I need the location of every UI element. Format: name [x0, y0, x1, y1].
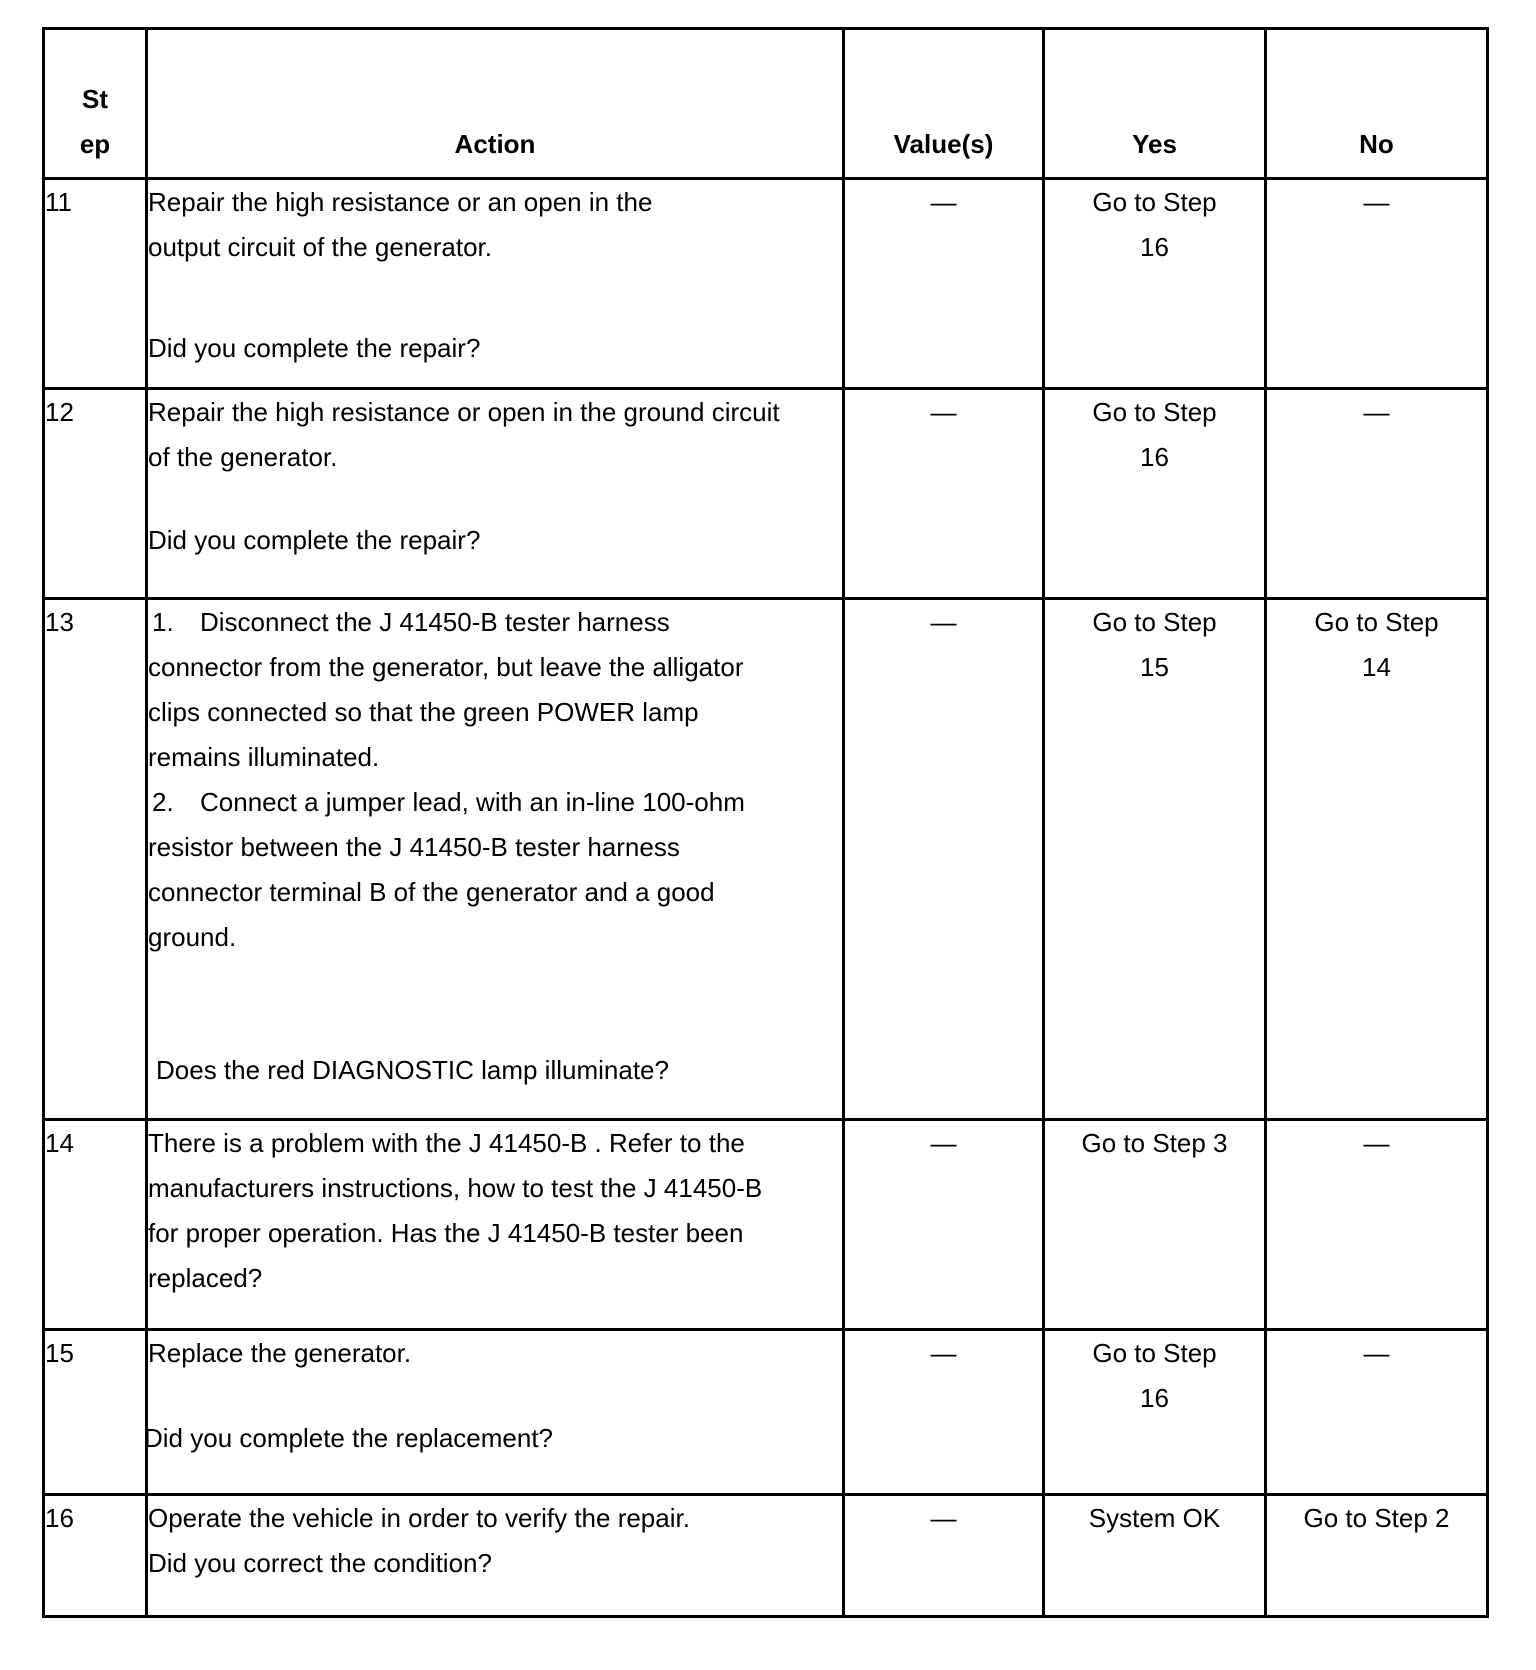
- value-cell: —: [844, 1495, 1044, 1617]
- no-cell: [1266, 599, 1488, 1120]
- yes-text-line1: Go to Step: [1092, 397, 1217, 427]
- table-row-step-16: [44, 1495, 1488, 1617]
- action-cell: [147, 179, 844, 389]
- header-no: No: [1266, 29, 1488, 179]
- yes-cell: Go to Step 3: [1044, 1120, 1266, 1330]
- list-item-number: 2.: [152, 787, 174, 817]
- action-cell: [147, 1120, 844, 1330]
- no-text-line1: Go to Step: [1314, 607, 1439, 637]
- table-row-step-15: [44, 1330, 1488, 1495]
- step-number: 16: [44, 1495, 147, 1617]
- table-row-step-11: [44, 179, 1488, 389]
- value-cell: —: [844, 179, 1044, 389]
- action-text: There is a problem with the J 41450-B . Refer to the manufacturers instructions, how to test the J 41450-B for proper operation. Has the J 41450-B tester been replaced?: [148, 1128, 763, 1293]
- action-cell: [147, 389, 844, 599]
- no-cell: —: [1266, 179, 1488, 389]
- action-text: Operate the vehicle in order to verify the repair.: [148, 1503, 690, 1533]
- no-cell: —: [1266, 389, 1488, 599]
- header-step-line1: St: [82, 84, 108, 114]
- step-number: 11: [44, 179, 147, 389]
- header-action: Action: [147, 29, 844, 179]
- action-question: Did you correct the condition?: [148, 1548, 492, 1578]
- action-question: Did you complete the repair?: [148, 525, 481, 555]
- value-cell: —: [844, 389, 1044, 599]
- step-number: 15: [44, 1330, 147, 1495]
- action-text: Repair the high resistance or open in the ground circuit of the generator.: [148, 397, 780, 472]
- action-cell: [147, 599, 844, 1120]
- table-row-step-12: [44, 389, 1488, 599]
- header-row: [44, 29, 1488, 179]
- yes-cell: [1044, 599, 1266, 1120]
- header-step: [44, 29, 147, 179]
- yes-cell: [1044, 389, 1266, 599]
- diagnostic-table: [42, 27, 1489, 1618]
- value-cell: —: [844, 1330, 1044, 1495]
- yes-cell: [1044, 1330, 1266, 1495]
- yes-text-line1: Go to Step: [1092, 607, 1217, 637]
- step-number: 12: [44, 389, 147, 599]
- list-item: [148, 780, 762, 960]
- header-values: Value(s): [844, 29, 1044, 179]
- list-item-text: Connect a jumper lead, with an in-line 100-ohm resistor between the J 41450-B tester harness connector terminal B of the generator and a good ground.: [148, 787, 745, 952]
- action-text: Repair the high resistance or an open in the output circuit of the generator.: [148, 187, 653, 262]
- action-text: Replace the generator.: [148, 1338, 412, 1368]
- action-cell: [147, 1495, 844, 1617]
- table-row-step-14: [44, 1120, 1488, 1330]
- table-row-step-13: [44, 599, 1488, 1120]
- yes-text-line2: 15: [1140, 652, 1169, 682]
- header-yes: Yes: [1044, 29, 1266, 179]
- no-cell: —: [1266, 1330, 1488, 1495]
- list-item-text: Disconnect the J 41450-B tester harness connector from the generator, but leave the alligator clips connected so that the green POWER lamp remains illuminated.: [148, 607, 744, 772]
- action-question: Did you complete the replacement?: [144, 1423, 554, 1453]
- yes-cell: System OK: [1044, 1495, 1266, 1617]
- step-number: 14: [44, 1120, 147, 1330]
- action-question: Does the red DIAGNOSTIC lamp illuminate?: [156, 1055, 669, 1085]
- value-cell: —: [844, 1120, 1044, 1330]
- list-item-number: 1.: [152, 607, 174, 637]
- yes-text-line1: Go to Step: [1092, 187, 1217, 217]
- yes-text-line2: 16: [1140, 232, 1169, 262]
- yes-text-line2: 16: [1140, 1383, 1169, 1413]
- no-text-line2: 14: [1362, 652, 1391, 682]
- no-cell: Go to Step 2: [1266, 1495, 1488, 1617]
- header-step-line2: ep: [79, 129, 111, 159]
- no-cell: —: [1266, 1120, 1488, 1330]
- action-question: Did you complete the repair?: [148, 333, 481, 363]
- yes-text-line1: Go to Step: [1092, 1338, 1217, 1368]
- list-item: [148, 600, 762, 780]
- yes-cell: [1044, 179, 1266, 389]
- value-cell: —: [844, 599, 1044, 1120]
- step-number: 13: [44, 599, 147, 1120]
- yes-text-line2: 16: [1140, 442, 1169, 472]
- action-cell: [144, 1330, 844, 1495]
